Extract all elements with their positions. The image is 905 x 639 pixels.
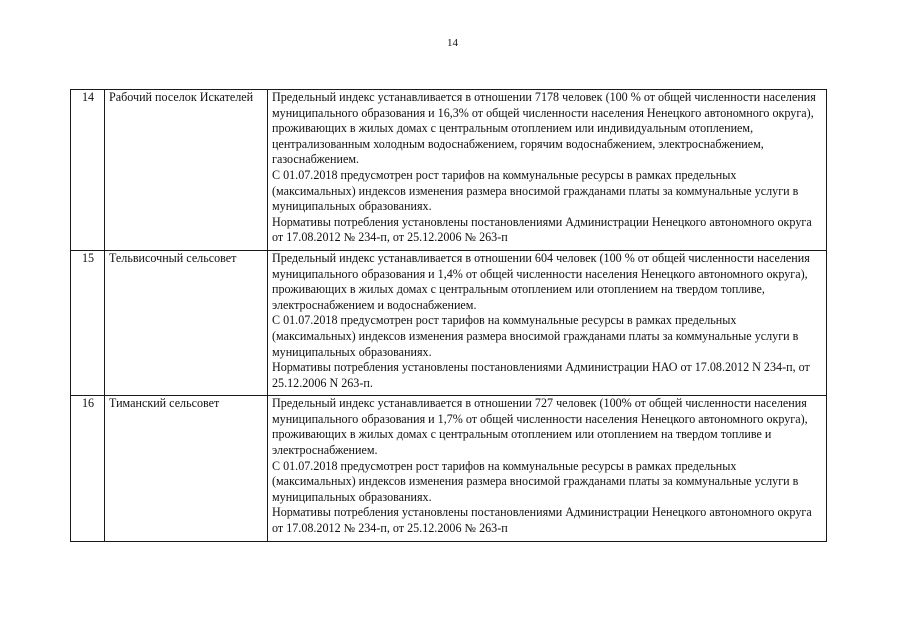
- municipality-name-cell: Тельвисочный сельсовет: [105, 250, 268, 395]
- description-cell: [268, 396, 827, 541]
- row-number-cell: 14: [71, 90, 105, 251]
- table-row: [71, 90, 827, 251]
- description-cell: [268, 250, 827, 395]
- table-row: [71, 250, 827, 395]
- municipality-name-cell: Тиманский сельсовет: [105, 396, 268, 541]
- tariff-growth-paragraph: С 01.07.2018 предусмотрен рост тарифов на коммунальные ресурсы в рамках предельных (максимальных) индексов изменения размера вносимой гражданами платы за коммунальные услуги в муниципальных образованиях.: [272, 313, 799, 359]
- norms-paragraph: Нормативы потребления установлены постановлениями Администрации Ненецкого автономного округа от 17.08.2012 № 234-п, от 25.12.2006 № 263-п: [272, 505, 812, 536]
- table-row: [71, 396, 827, 541]
- norms-paragraph: Нормативы потребления установлены постановлениями Администрации Ненецкого автономного округа от 17.08.2012 № 234-п, от 25.12.2006 № 263-п: [272, 214, 812, 245]
- description-cell: [268, 90, 827, 251]
- index-paragraph: Предельный индекс устанавливается в отношении 604 человек (100 % от общей численности населения муниципального образования и 1,4% от общей численности населения Ненецкого автономного округа), проживающих в жилых домах с центральным отоплением или отоплением на твердом топливе, электроснабжением и водоснабжением.: [272, 250, 810, 312]
- tariff-growth-paragraph: С 01.07.2018 предусмотрен рост тарифов на коммунальные ресурсы в рамках предельных (максимальных) индексов изменения размера вносимой гражданами платы за коммунальные услуги в муниципальных образованиях.: [272, 458, 799, 504]
- index-paragraph: Предельный индекс устанавливается в отношении 727 человек (100% от общей численности населения муниципального образования и 1,7% от общей численности населения Ненецкого автономного округа), проживающих в жилых домах с центральным отоплением или отоплением на твердом топливе и электроснабжением.: [272, 396, 808, 458]
- municipality-name-cell: Рабочий поселок Искателей: [105, 90, 268, 251]
- page-number: 14: [447, 37, 458, 49]
- index-paragraph: Предельный индекс устанавливается в отношении 7178 человек (100 % от общей численности населения муниципального образования и 16,3% от общей численности населения Ненецкого автономного округа), проживающих в жилых домах с центральным отоплением или индивидуальным отоплением, централизованным холодным водоснабжением, горячим водоснабжением, электроснабжением, газоснабжением.: [272, 90, 816, 167]
- norms-paragraph: Нормативы потребления установлены постановлениями Администрации НАО от 17.08.2012 N 234-п, от 25.12.2006 N 263-п.: [272, 360, 810, 390]
- tariff-table: [70, 89, 827, 542]
- tariff-growth-paragraph: С 01.07.2018 предусмотрен рост тарифов на коммунальные ресурсы в рамках предельных (максимальных) индексов изменения размера вносимой гражданами платы за коммунальные услуги в муниципальных образованиях.: [272, 167, 799, 214]
- row-number-cell: 15: [71, 250, 105, 395]
- row-number-cell: 16: [71, 396, 105, 541]
